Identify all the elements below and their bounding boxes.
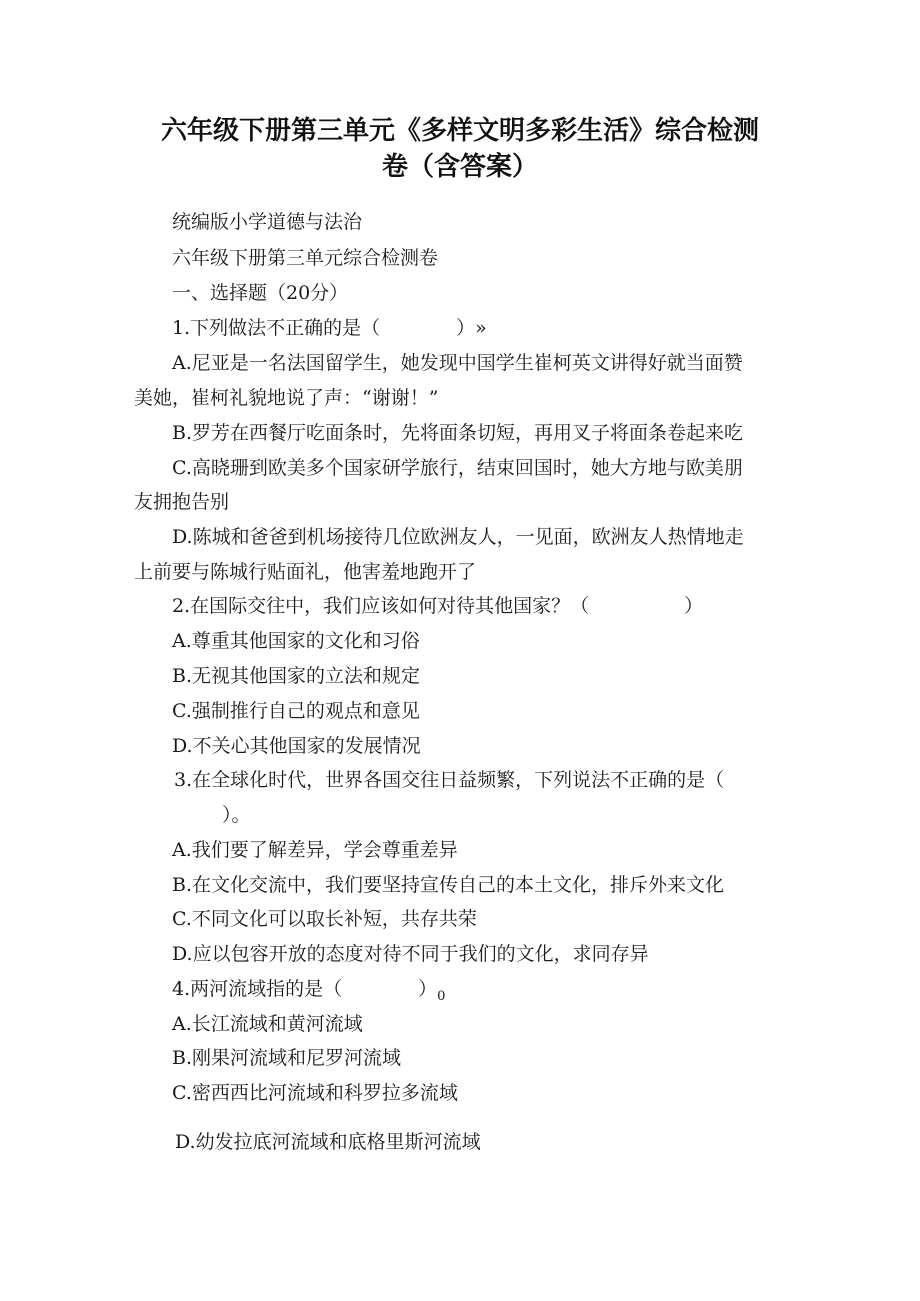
- exam-name-line: 六年级下册第三单元综合检测卷: [172, 247, 439, 269]
- question-4-option-c: C.密西西比河流域和科罗拉多流域: [172, 1082, 458, 1104]
- question-4-option-b: B.刚果河流域和尼罗河流域: [172, 1047, 402, 1069]
- question-1-option-c: C.高晓珊到欧美多个国家研学旅行，结束回国时，她大方地与欧美朋: [172, 457, 743, 479]
- question-3-stem-cont: ）。: [222, 804, 251, 826]
- question-4-stem-suffix: 0: [437, 989, 446, 1004]
- question-2-option-d: D.不关心其他国家的发展情况: [172, 735, 421, 757]
- question-1-stem: 1.下列做法不正确的是（ ）»: [172, 317, 487, 339]
- question-2-option-a: A.尊重其他国家的文化和习俗: [172, 630, 420, 652]
- question-3-option-b: B.在文化交流中，我们要坚持宣传自己的本土文化，排斥外来文化: [172, 874, 725, 896]
- question-4-option-a: A.长江流域和黄河流域: [172, 1013, 363, 1035]
- section-heading: 一、选择题（20分）: [172, 282, 349, 304]
- question-1-option-a: A.尼亚是一名法国留学生，她发现中国学生崔柯英文讲得好就当面赞: [172, 352, 743, 374]
- question-2-option-c: C.强制推行自己的观点和意见: [172, 700, 420, 722]
- document-title-line-2: 卷（含答案）: [381, 152, 538, 182]
- question-4-stem: [172, 977, 445, 1004]
- question-1-option-d-cont: 上前要与陈城行贴面礼，他害羞地跑开了: [134, 561, 477, 583]
- question-2-option-b: B.无视其他国家的立法和规定: [172, 665, 421, 687]
- document-title-line-1: 六年级下册第三单元《多样文明多彩生活》综合检测: [160, 116, 759, 146]
- question-3-stem: 3.在全球化时代，世界各国交往日益频繁，下列说法不正确的是（: [174, 769, 725, 791]
- question-1-option-b: B.罗芳在西餐厅吃面条时，先将面条切短，再用叉子将面条卷起来吃: [172, 422, 744, 444]
- question-4-stem-text: 4.两河流域指的是（ ）: [172, 978, 438, 1000]
- question-2-stem: 2.在国际交往中，我们应该如何对待其他国家？（ ）: [172, 595, 704, 617]
- subject-line: 统编版小学道德与法治: [172, 211, 363, 233]
- question-3-option-a: A.我们要了解差异，学会尊重差异: [172, 839, 458, 861]
- question-4-option-d: D.幼发拉底河流域和底格里斯河流域: [175, 1131, 481, 1153]
- question-1-option-c-cont: 友拥抱告别: [134, 491, 230, 513]
- question-3-option-d: D.应以包容开放的态度对待不同于我们的文化，求同存异: [172, 943, 649, 965]
- question-1-option-a-cont: 美她，崔柯礼貌地说了声：“谢谢！”: [134, 387, 439, 409]
- question-1-option-d: D.陈城和爸爸到机场接待几位欧洲友人，一见面，欧洲友人热情地走: [172, 526, 744, 548]
- question-3-option-c: C.不同文化可以取长补短，共存共荣: [172, 908, 477, 930]
